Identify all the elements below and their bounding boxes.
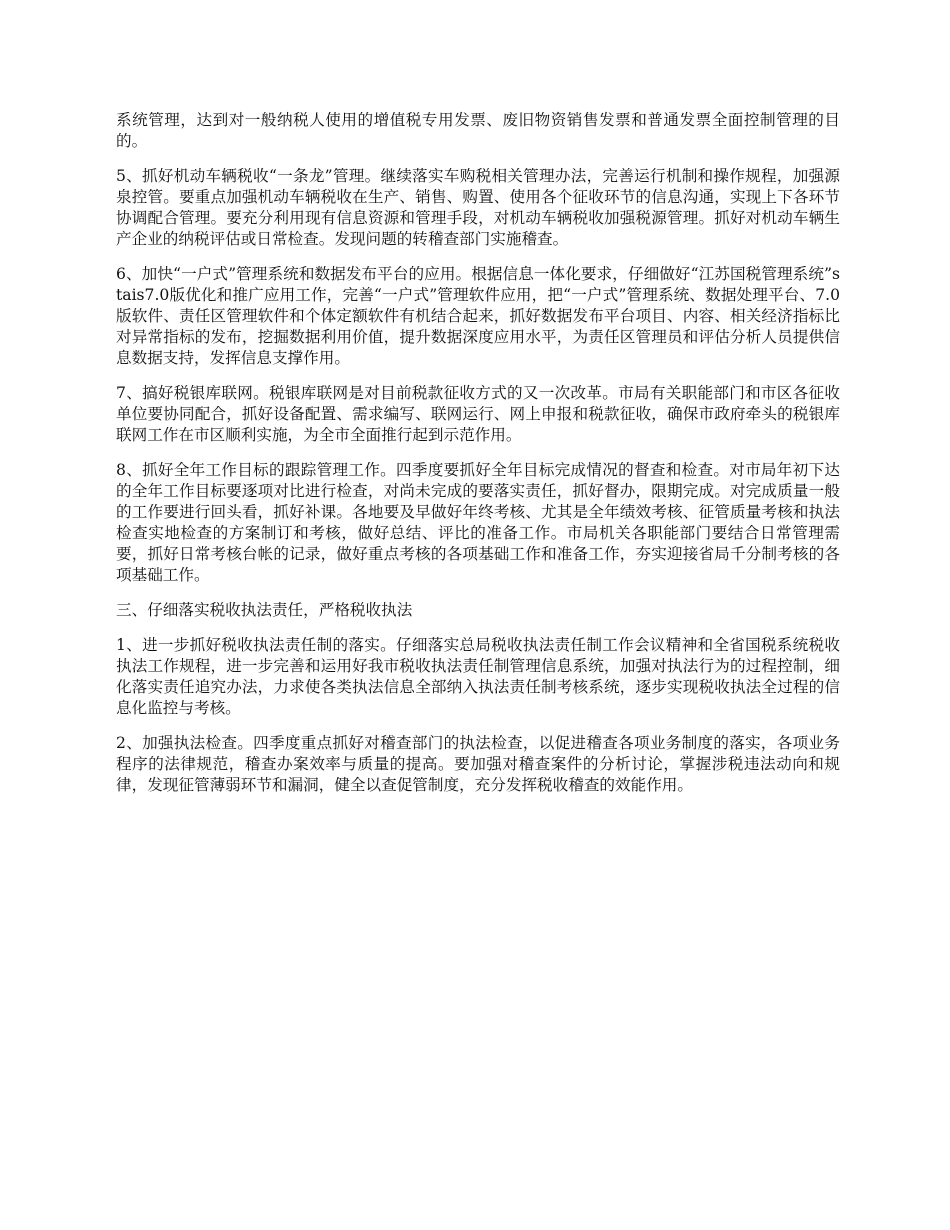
paragraph-item-1-enforcement-responsibility: 1、进一步抓好税收执法责任制的落实。仔细落实总局税收执法责任制工作会议精神和全省国税系统税收执法工作规程，进一步完善和运用好我市税收执法责任制管理信息系统，加强对执法行为的过程控制，细化落实责任追究办法，力求使各类执法信息全部纳入执法责任制考核系统，逐步实现税收执法全过程的信息化监控与考核。 bbox=[116, 636, 840, 717]
document-body bbox=[116, 110, 840, 810]
paragraph-item-5-vehicle-tax: 5、抓好机动车辆税收“一条龙”管理。继续落实车购税相关管理办法，完善运行机制和操作规程，加强源泉控管。要重点加强机动车辆税收在生产、销售、购置、使用各个征收环节的信息沟通，实现上下各环节协调配合管理。要充分利用现有信息资源和管理手段，对机动车辆税收加强税源管理。抓好对机动车辆生产企业的纳税评估或日常检查。发现问题的转稽查部门实施稽查。 bbox=[116, 167, 840, 248]
section-heading-3: 三、仔细落实税收执法责任，严格税收执法 bbox=[116, 601, 413, 619]
paragraph-item-7-tax-bank-network: 7、搞好税银库联网。税银库联网是对目前税款征收方式的又一次改革。市局有关职能部门和市区各征收单位要协同配合，抓好设备配置、需求编写、联网运行、网上申报和税款征收，确保市政府牵头的税银库联网工作在市区顺利实施，为全市全面推行起到示范作用。 bbox=[116, 384, 840, 444]
paragraph-control-management: 系统管理，达到对一般纳税人使用的增值税专用发票、废旧物资销售发票和普通发票全面控制管理的目的。 bbox=[116, 111, 840, 150]
paragraph-item-8-annual-targets: 8、抓好全年工作目标的跟踪管理工作。四季度要抓好全年目标完成情况的督查和检查。对市局年初下达的全年工作目标要逐项对比进行检查，对尚未完成的要落实责任，抓好督办，限期完成。对完成质量一般的工作要进行回头看，抓好补课。各地要及早做好年终考核、尤其是全年绩效考核、征管质量考核和执法检查实地检查的方案制订和考核，做好总结、评比的准备工作。市局机关各职能部门要结合日常管理需要，抓好日常考核台帐的记录，做好重点考核的各项基础工作和准备工作，夯实迎接省局千分制考核的各项基础工作。 bbox=[116, 461, 840, 584]
paragraph-item-2-enforcement-inspection: 2、加强执法检查。四季度重点抓好对稽查部门的执法检查，以促进稽查各项业务制度的落实，各项业务程序的法律规范，稽查办案效率与质量的提高。要加强对稽查案件的分析讨论，掌握涉税违法动向和规律，发现征管薄弱环节和漏洞，健全以查促管制度，充分发挥税收稽查的效能作用。 bbox=[116, 734, 840, 794]
paragraph-item-6-one-household-system: 6、加快“一户式”管理系统和数据发布平台的应用。根据信息一体化要求，仔细做好“江苏国税管理系统”stais7.0版优化和推广应用工作，完善“一户式”管理软件应用，把“一户式”管理系统、数据处理平台、7.0版软件、责任区管理软件和个体定额软件有机结合起来，抓好数据发布平台项目、内容、相关经济指标比对异常指标的发布，挖掘数据利用价值，提升数据深度应用水平，为责任区管理员和评估分析人员提供信息数据支持，发挥信息支撑作用。 bbox=[116, 265, 840, 367]
